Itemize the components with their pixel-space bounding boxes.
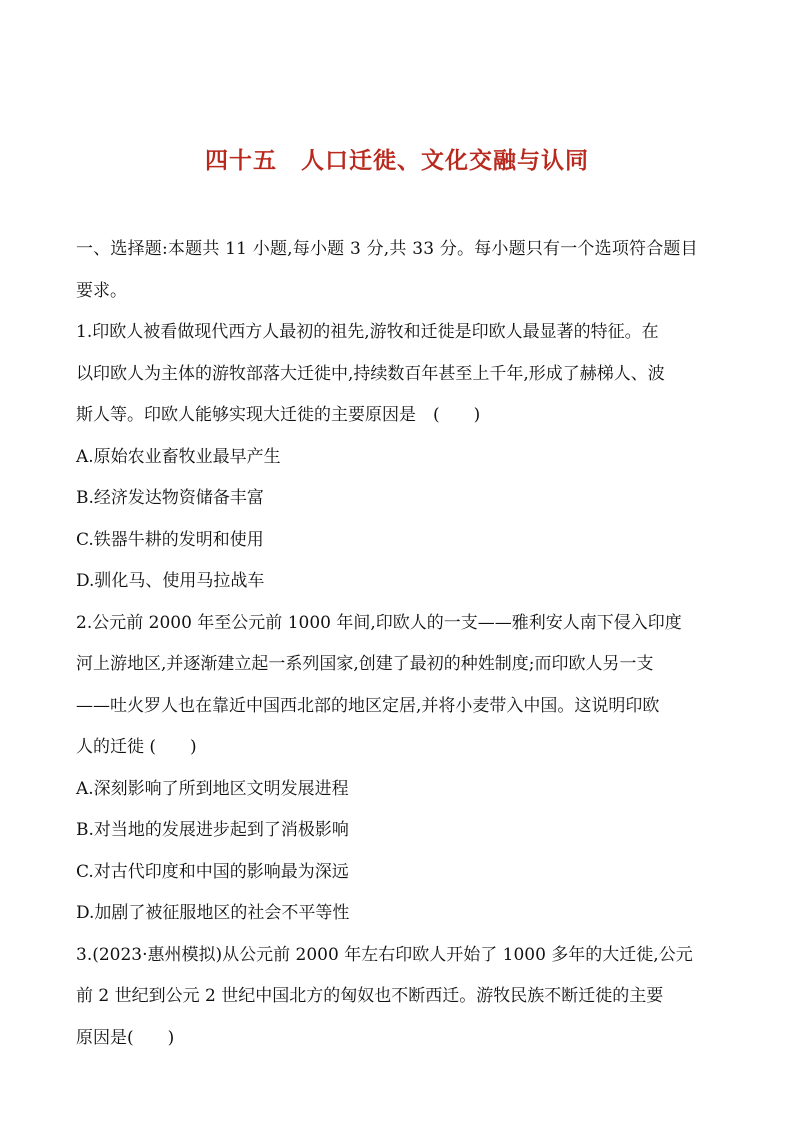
question-1-stem-line: 以印欧人为主体的游牧部落大迁徙中,持续数百年甚至上千年,形成了赫梯人、波 — [76, 363, 665, 384]
question-2-stem-line: 2.公元前 2000 年至公元前 1000 年间,印欧人的一支——雅利安人南下侵入印度 — [76, 612, 682, 633]
question-1-option-a: A.原始农业畜牧业最早产生 — [76, 446, 281, 467]
page-title: 四十五 人口迁徙、文化交融与认同 — [205, 148, 589, 174]
question-1-stem-line: 1.印欧人被看做现代西方人最初的祖先,游牧和迁徙是印欧人最显著的特征。在 — [76, 322, 659, 342]
section-instruction-line-2: 要求。 — [76, 280, 127, 301]
question-3-stem-line: 3.(2023·惠州模拟)从公元前 2000 年左右印欧人开始了 1000 多年的大迁徙,公元 — [76, 944, 693, 965]
question-2-option-d: D.加剧了被征服地区的社会不平等性 — [76, 903, 350, 923]
question-3 — [76, 935, 726, 1060]
question-1 — [76, 312, 726, 603]
question-1-stem-line: 斯人等。印欧人能够实现大迁徙的主要原因是 ( ) — [76, 405, 481, 425]
question-2-stem-line: 人的迁徙 ( ) — [76, 737, 197, 757]
question-3-stem-line: 前 2 世纪到公元 2 世纪中国北方的匈奴也不断西迁。游牧民族不断迁徙的主要 — [76, 986, 664, 1006]
question-1-option-d: D.驯化马、使用马拉战车 — [76, 571, 265, 591]
document-body — [76, 229, 726, 1059]
question-3-stem-line: 原因是( ) — [76, 1027, 175, 1048]
section-instruction-line-1: 一、选择题:本题共 11 小题,每小题 3 分,共 33 分。每小题只有一个选项符合题目 — [76, 239, 698, 259]
question-2-option-a: A.深刻影响了所到地区文明发展进程 — [76, 778, 349, 799]
question-2 — [76, 603, 726, 935]
question-2-stem-line: 河上游地区,并逐渐建立起一系列国家,创建了最初的种姓制度;而印欧人另一支 — [76, 654, 654, 674]
question-2-option-b: B.对当地的发展进步起到了消极影响 — [76, 820, 349, 840]
question-2-stem-line: ——吐火罗人也在靠近中国西北部的地区定居,并将小麦带入中国。这说明印欧 — [76, 695, 660, 716]
question-1-option-b: B.经济发达物资储备丰富 — [76, 488, 264, 508]
question-2-option-c: C.对古代印度和中国的影响最为深远 — [76, 861, 349, 882]
question-1-option-c: C.铁器牛耕的发明和使用 — [76, 529, 264, 550]
